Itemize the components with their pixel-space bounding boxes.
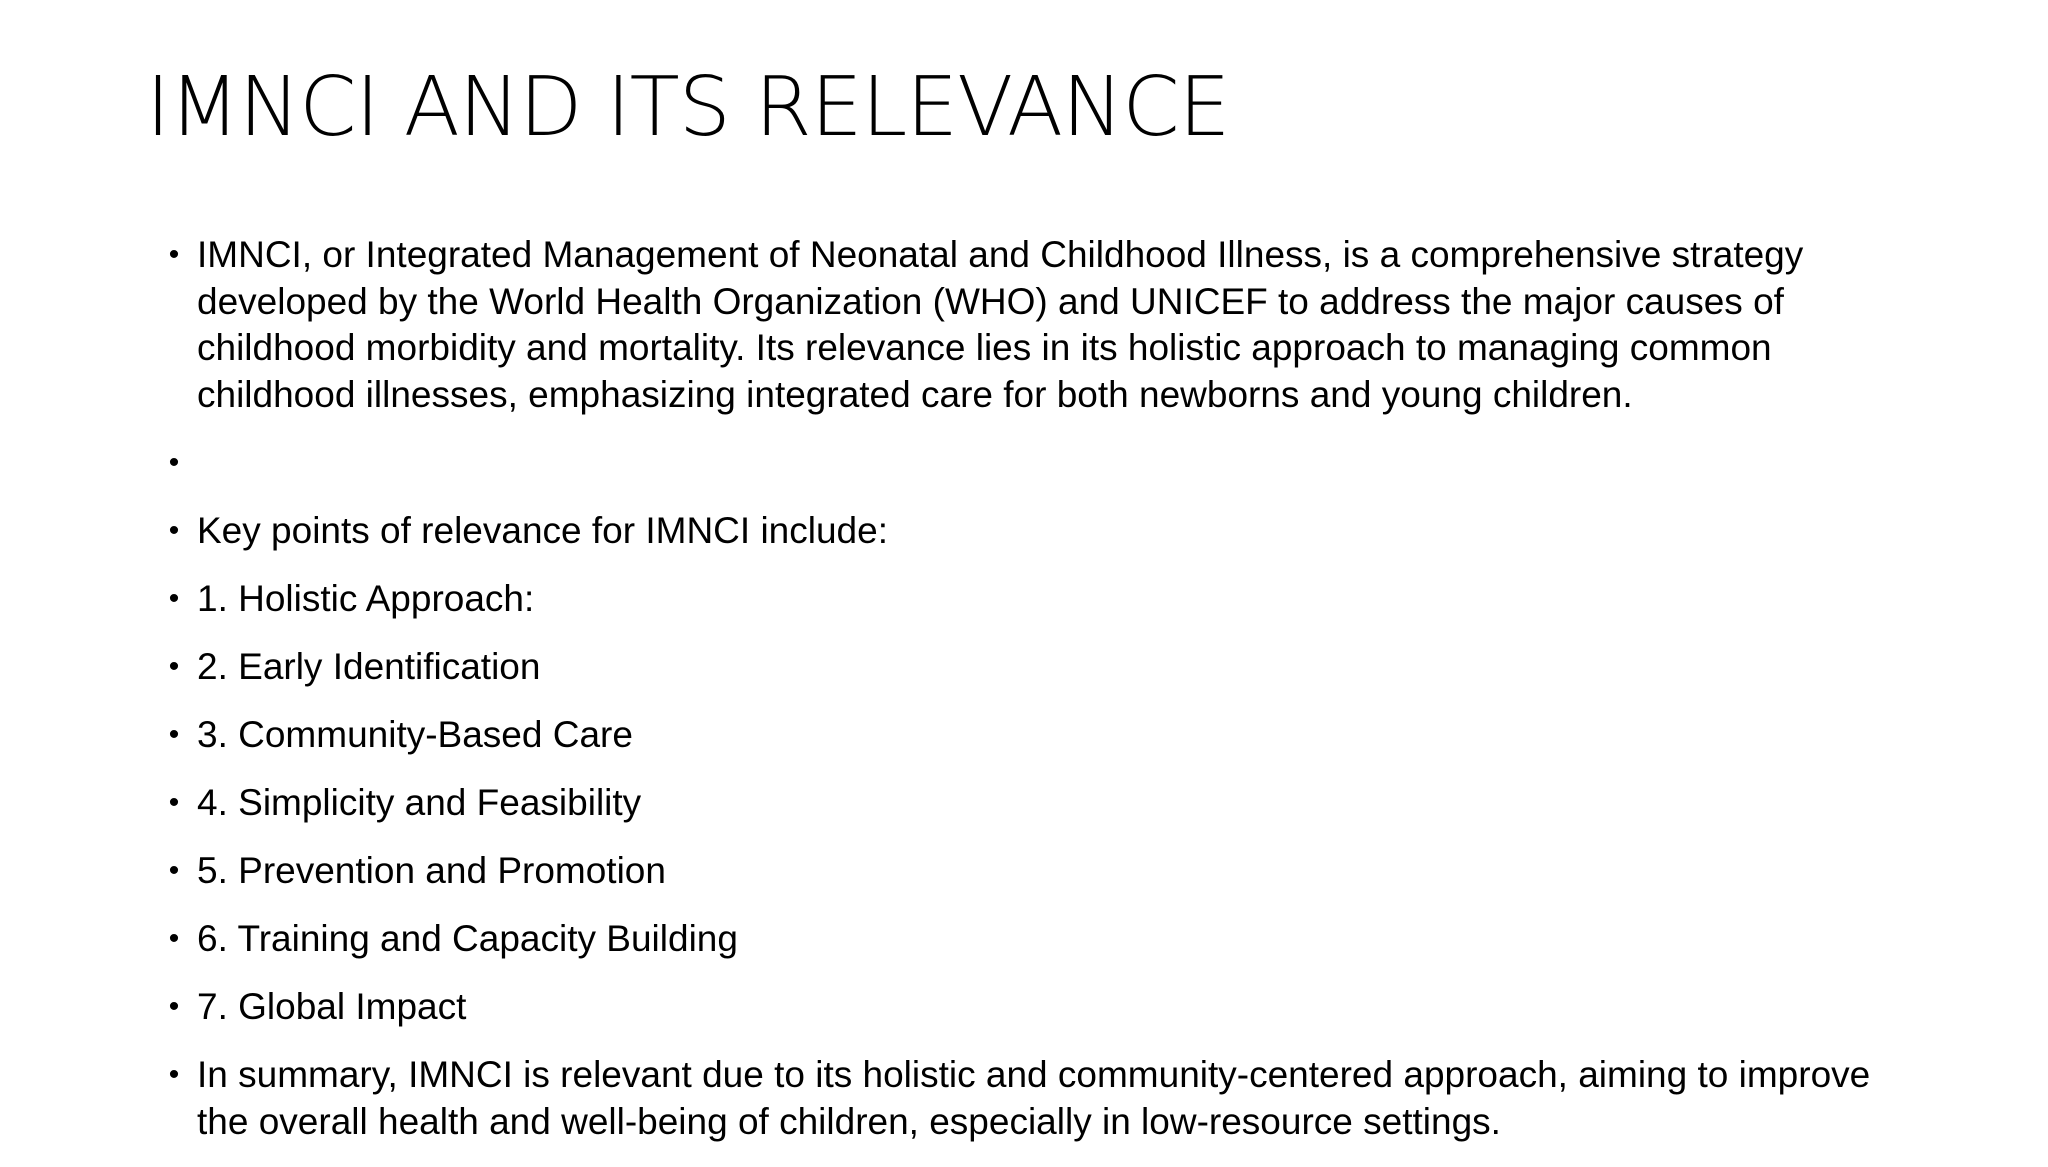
bullet-icon: • (168, 1058, 180, 1091)
bullet-icon: • (168, 650, 180, 683)
bullet-text (197, 440, 1912, 487)
bullet-text: 2. Early Identification (197, 646, 541, 687)
bullet-text: 4. Simplicity and Feasibility (197, 782, 642, 823)
bullet-text: 6. Training and Capacity Building (197, 918, 738, 959)
bullet-list (152, 232, 1912, 1167)
bullet-icon: • (168, 990, 180, 1023)
bullet-text: 3. Community-Based Care (197, 714, 633, 755)
bullet-icon: • (168, 514, 180, 547)
bullet-item-global-impact (152, 984, 1912, 1031)
bullet-text: In summary, IMNCI is relevant due to its holistic and community-centered approach, aiming to improve the overall health and well-being of children, especially in low-resource settings. (197, 1054, 1871, 1142)
bullet-text: Key points of relevance for IMNCI include: (197, 510, 888, 551)
bullet-item-early-identification (152, 644, 1912, 691)
bullet-icon: • (168, 446, 180, 479)
bullet-item-community-based-care (152, 712, 1912, 759)
bullet-item-holistic-approach (152, 576, 1912, 623)
bullet-text: 5. Prevention and Promotion (197, 850, 666, 891)
bullet-icon: • (168, 238, 180, 271)
bullet-text: 7. Global Impact (197, 986, 467, 1027)
bullet-icon: • (168, 854, 180, 887)
bullet-icon: • (168, 718, 180, 751)
bullet-item-intro (152, 232, 1912, 418)
bullet-item-key-points (152, 508, 1912, 555)
bullet-icon: • (168, 922, 180, 955)
bullet-item-empty (152, 440, 1912, 487)
bullet-text: 1. Holistic Approach: (197, 578, 535, 619)
slide-title: IMNCI AND ITS RELEVANCE (146, 60, 1230, 155)
bullet-item-training-capacity (152, 916, 1912, 963)
bullet-icon: • (168, 786, 180, 819)
bullet-item-prevention-promotion (152, 848, 1912, 895)
bullet-item-summary (152, 1052, 1912, 1145)
bullet-item-simplicity-feasibility (152, 780, 1912, 827)
bullet-icon: • (168, 582, 180, 615)
bullet-text: IMNCI, or Integrated Management of Neonatal and Childhood Illness, is a comprehensive strategy developed by the World Health Organization (WHO) and UNICEF to address the major causes of childhood morbidity and mortality. Its relevance lies in its holistic approach to managing common childhood illnesses, emphasizing integrated care for both newborns and young children. (197, 234, 1804, 415)
